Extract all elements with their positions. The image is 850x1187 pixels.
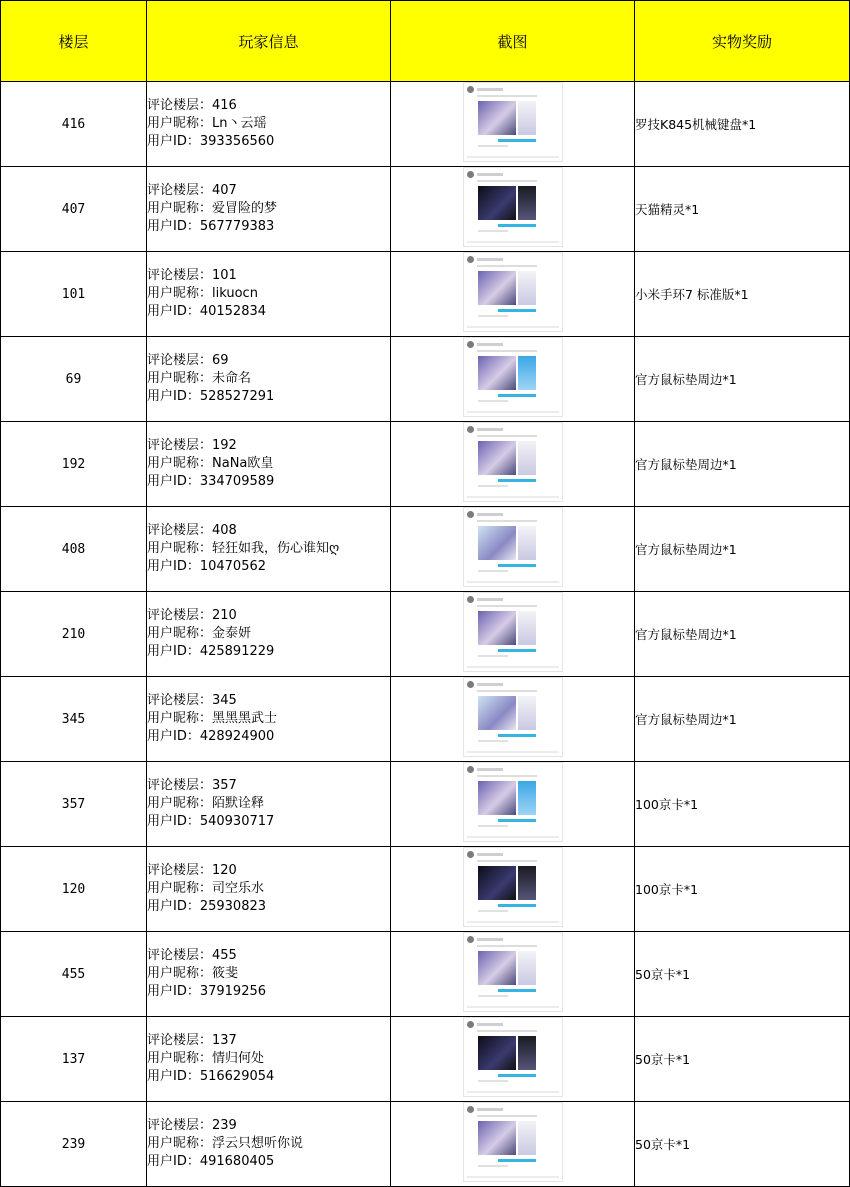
comment-placeholder [478, 400, 508, 402]
screenshot-thumbnail[interactable] [463, 592, 563, 672]
footer-placeholder [467, 666, 559, 668]
comment-floor-line: 评论楼层：357 [147, 778, 237, 793]
post-text-placeholder [477, 945, 537, 947]
screenshot-thumbnail[interactable] [463, 677, 563, 757]
user-id-line: 用户ID：425891229 [147, 644, 275, 659]
footer-placeholder [467, 496, 559, 498]
comment-placeholder [478, 740, 508, 742]
table-row [1, 932, 850, 1017]
comment-floor-line: 评论楼层：239 [147, 1118, 237, 1133]
prize-cell: 官方鼠标垫周边*1 [635, 507, 850, 592]
floor-cell: 210 [1, 592, 147, 677]
nickname-placeholder [477, 343, 503, 346]
footer-placeholder [467, 921, 559, 923]
post-text-placeholder [477, 265, 537, 267]
post-text-placeholder [477, 605, 537, 607]
table-row [1, 677, 850, 762]
post-image [478, 101, 516, 135]
user-nickname-line: 用户昵称：黑黑黑武士 [147, 711, 278, 726]
prize-cell: 100京卡*1 [635, 762, 850, 847]
prize-cell: 官方鼠标垫周边*1 [635, 677, 850, 762]
screenshot-thumbnail[interactable] [463, 422, 563, 502]
user-nickname-line: 用户昵称：爱冒险的梦 [147, 201, 278, 216]
post-image-secondary [518, 356, 536, 390]
post-image [478, 1121, 516, 1155]
floor-cell: 192 [1, 422, 147, 507]
nickname-placeholder [477, 428, 503, 431]
screenshot-cell [391, 1017, 635, 1102]
post-text-placeholder [477, 180, 537, 182]
prize-cell: 小米手环7 标准版*1 [635, 252, 850, 337]
comment-placeholder [478, 230, 508, 232]
action-bar [498, 649, 536, 652]
table-row [1, 1102, 850, 1187]
floor-cell: 101 [1, 252, 147, 337]
post-image [478, 1036, 516, 1070]
screenshot-cell [391, 337, 635, 422]
nickname-placeholder [477, 938, 503, 941]
comment-floor-line: 评论楼层：408 [147, 523, 237, 538]
user-nickname-line: 用户昵称：Ln丶云瑶 [147, 116, 267, 131]
nickname-placeholder [477, 1108, 503, 1111]
floor-cell: 345 [1, 677, 147, 762]
user-nickname-line: 用户昵称：轻狂如我，伤心谁知ღ [147, 541, 340, 556]
screenshot-thumbnail[interactable] [463, 337, 563, 417]
player-info-cell [147, 507, 391, 592]
comment-placeholder [478, 995, 508, 997]
prize-cell: 官方鼠标垫周边*1 [635, 337, 850, 422]
user-id-line: 用户ID：540930717 [147, 814, 275, 829]
avatar [467, 936, 474, 943]
comment-floor-line: 评论楼层：416 [147, 98, 237, 113]
player-info-cell [147, 1102, 391, 1187]
user-id-line: 用户ID：528527291 [147, 389, 275, 404]
post-text-placeholder [477, 860, 537, 862]
comment-placeholder [478, 145, 508, 147]
post-image-secondary [518, 1036, 536, 1070]
action-bar [498, 989, 536, 992]
table-row [1, 847, 850, 932]
player-info-cell [147, 592, 391, 677]
screenshot-thumbnail[interactable] [463, 507, 563, 587]
header-screenshot: 截图 [391, 1, 635, 82]
screenshot-cell [391, 677, 635, 762]
avatar [467, 86, 474, 93]
user-id-line: 用户ID：428924900 [147, 729, 275, 744]
screenshot-cell [391, 847, 635, 932]
avatar [467, 596, 474, 603]
screenshot-cell [391, 422, 635, 507]
screenshot-thumbnail[interactable] [463, 762, 563, 842]
prize-cell: 50京卡*1 [635, 932, 850, 1017]
screenshot-cell [391, 252, 635, 337]
player-info-cell [147, 337, 391, 422]
post-image-secondary [518, 271, 536, 305]
screenshot-thumbnail[interactable] [463, 932, 563, 1012]
avatar [467, 171, 474, 178]
user-nickname-line: 用户昵称：未命名 [147, 371, 252, 386]
screenshot-cell [391, 1102, 635, 1187]
nickname-placeholder [477, 88, 503, 91]
player-info-cell [147, 167, 391, 252]
avatar [467, 766, 474, 773]
avatar [467, 851, 474, 858]
footer-placeholder [467, 751, 559, 753]
comment-placeholder [478, 570, 508, 572]
nickname-placeholder [477, 598, 503, 601]
comment-placeholder [478, 315, 508, 317]
prize-cell: 50京卡*1 [635, 1017, 850, 1102]
prize-cell: 100京卡*1 [635, 847, 850, 932]
screenshot-thumbnail[interactable] [463, 82, 563, 162]
floor-cell: 408 [1, 507, 147, 592]
comment-placeholder [478, 655, 508, 657]
user-id-line: 用户ID：334709589 [147, 474, 275, 489]
post-text-placeholder [477, 690, 537, 692]
floor-cell: 120 [1, 847, 147, 932]
post-image-secondary [518, 951, 536, 985]
nickname-placeholder [477, 258, 503, 261]
post-text-placeholder [477, 350, 537, 352]
post-image [478, 441, 516, 475]
screenshot-cell [391, 762, 635, 847]
avatar [467, 426, 474, 433]
screenshot-thumbnail[interactable] [463, 1017, 563, 1097]
avatar [467, 1021, 474, 1028]
floor-cell: 407 [1, 167, 147, 252]
footer-placeholder [467, 1006, 559, 1008]
user-id-line: 用户ID：40152834 [147, 304, 267, 319]
post-text-placeholder [477, 775, 537, 777]
action-bar [498, 309, 536, 312]
nickname-placeholder [477, 1023, 503, 1026]
user-id-line: 用户ID：393356560 [147, 134, 275, 149]
header-floor: 楼层 [1, 1, 147, 82]
footer-placeholder [467, 241, 559, 243]
user-nickname-line: 用户昵称：NaNa欧皇 [147, 456, 274, 471]
comment-placeholder [478, 825, 508, 827]
user-id-line: 用户ID：491680405 [147, 1154, 275, 1169]
user-id-line: 用户ID：567779383 [147, 219, 275, 234]
user-nickname-line: 用户昵称：浮云只想听你说 [147, 1136, 304, 1151]
floor-cell: 416 [1, 82, 147, 167]
footer-placeholder [467, 581, 559, 583]
table-row [1, 82, 850, 167]
avatar [467, 341, 474, 348]
prize-cell: 官方鼠标垫周边*1 [635, 422, 850, 507]
comment-floor-line: 评论楼层：210 [147, 608, 237, 623]
comment-floor-line: 评论楼层：345 [147, 693, 237, 708]
post-text-placeholder [477, 1030, 537, 1032]
user-id-line: 用户ID：25930823 [147, 899, 267, 914]
user-nickname-line: 用户昵称：筱斐 [147, 966, 239, 981]
footer-placeholder [467, 326, 559, 328]
footer-placeholder [467, 411, 559, 413]
action-bar [498, 139, 536, 142]
footer-placeholder [467, 1176, 559, 1178]
post-image [478, 356, 516, 390]
comment-placeholder [478, 1165, 508, 1167]
nickname-placeholder [477, 683, 503, 686]
comment-floor-line: 评论楼层：101 [147, 268, 237, 283]
action-bar [498, 819, 536, 822]
comment-floor-line: 评论楼层：137 [147, 1033, 237, 1048]
nickname-placeholder [477, 513, 503, 516]
prize-cell: 官方鼠标垫周边*1 [635, 592, 850, 677]
comment-floor-line: 评论楼层：120 [147, 863, 237, 878]
comment-floor-line: 评论楼层：69 [147, 353, 229, 368]
table-row [1, 592, 850, 677]
table-row [1, 252, 850, 337]
post-text-placeholder [477, 1115, 537, 1117]
user-nickname-line: 用户昵称：likuocn [147, 286, 258, 301]
action-bar [498, 1159, 536, 1162]
player-info-cell [147, 847, 391, 932]
table-row [1, 507, 850, 592]
post-image-secondary [518, 186, 536, 220]
action-bar [498, 564, 536, 567]
user-id-line: 用户ID：516629054 [147, 1069, 275, 1084]
screenshot-thumbnail[interactable] [463, 1102, 563, 1182]
player-info-cell [147, 762, 391, 847]
footer-placeholder [467, 156, 559, 158]
prize-cell: 罗技K845机械键盘*1 [635, 82, 850, 167]
screenshot-cell [391, 167, 635, 252]
floor-cell: 455 [1, 932, 147, 1017]
table-row [1, 1017, 850, 1102]
avatar [467, 256, 474, 263]
table-body [1, 82, 850, 1187]
prize-cell: 天猫精灵*1 [635, 167, 850, 252]
action-bar [498, 904, 536, 907]
user-nickname-line: 用户昵称：陌默诠释 [147, 796, 265, 811]
avatar [467, 1106, 474, 1113]
screenshot-cell [391, 932, 635, 1017]
action-bar [498, 224, 536, 227]
comment-placeholder [478, 485, 508, 487]
header-player-info: 玩家信息 [147, 1, 391, 82]
user-id-line: 用户ID：10470562 [147, 559, 267, 574]
action-bar [498, 394, 536, 397]
header-prize: 实物奖励 [635, 1, 850, 82]
post-image [478, 951, 516, 985]
player-info-cell [147, 677, 391, 762]
post-image [478, 271, 516, 305]
nickname-placeholder [477, 173, 503, 176]
floor-cell: 239 [1, 1102, 147, 1187]
player-info-cell [147, 932, 391, 1017]
user-nickname-line: 用户昵称：金泰妍 [147, 626, 252, 641]
nickname-placeholder [477, 768, 503, 771]
action-bar [498, 479, 536, 482]
post-text-placeholder [477, 435, 537, 437]
player-info-cell [147, 252, 391, 337]
table-row [1, 337, 850, 422]
floor-cell: 69 [1, 337, 147, 422]
screenshot-thumbnail[interactable] [463, 252, 563, 332]
post-image-secondary [518, 1121, 536, 1155]
table-row [1, 762, 850, 847]
table-row [1, 167, 850, 252]
player-info-cell [147, 422, 391, 507]
footer-placeholder [467, 1091, 559, 1093]
player-info-cell [147, 82, 391, 167]
user-nickname-line: 用户昵称：情归何处 [147, 1051, 265, 1066]
footer-placeholder [467, 836, 559, 838]
user-nickname-line: 用户昵称：司空乐水 [147, 881, 265, 896]
post-image [478, 186, 516, 220]
table-header [1, 1, 850, 82]
comment-floor-line: 评论楼层：192 [147, 438, 237, 453]
comment-floor-line: 评论楼层：407 [147, 183, 237, 198]
screenshot-thumbnail[interactable] [463, 167, 563, 247]
action-bar [498, 1074, 536, 1077]
floor-cell: 137 [1, 1017, 147, 1102]
post-image-secondary [518, 101, 536, 135]
comment-placeholder [478, 910, 508, 912]
avatar [467, 681, 474, 688]
prize-cell: 50京卡*1 [635, 1102, 850, 1187]
action-bar [498, 734, 536, 737]
comment-placeholder [478, 1080, 508, 1082]
screenshot-cell [391, 507, 635, 592]
player-info-cell [147, 1017, 391, 1102]
post-image-secondary [518, 441, 536, 475]
post-text-placeholder [477, 95, 537, 97]
header-row [1, 1, 850, 82]
post-text-placeholder [477, 520, 537, 522]
user-id-line: 用户ID：37919256 [147, 984, 267, 999]
comment-floor-line: 评论楼层：455 [147, 948, 237, 963]
screenshot-thumbnail[interactable] [463, 847, 563, 927]
screenshot-cell [391, 82, 635, 167]
screenshot-cell [391, 592, 635, 677]
table-row [1, 422, 850, 507]
floor-cell: 357 [1, 762, 147, 847]
avatar [467, 511, 474, 518]
nickname-placeholder [477, 853, 503, 856]
